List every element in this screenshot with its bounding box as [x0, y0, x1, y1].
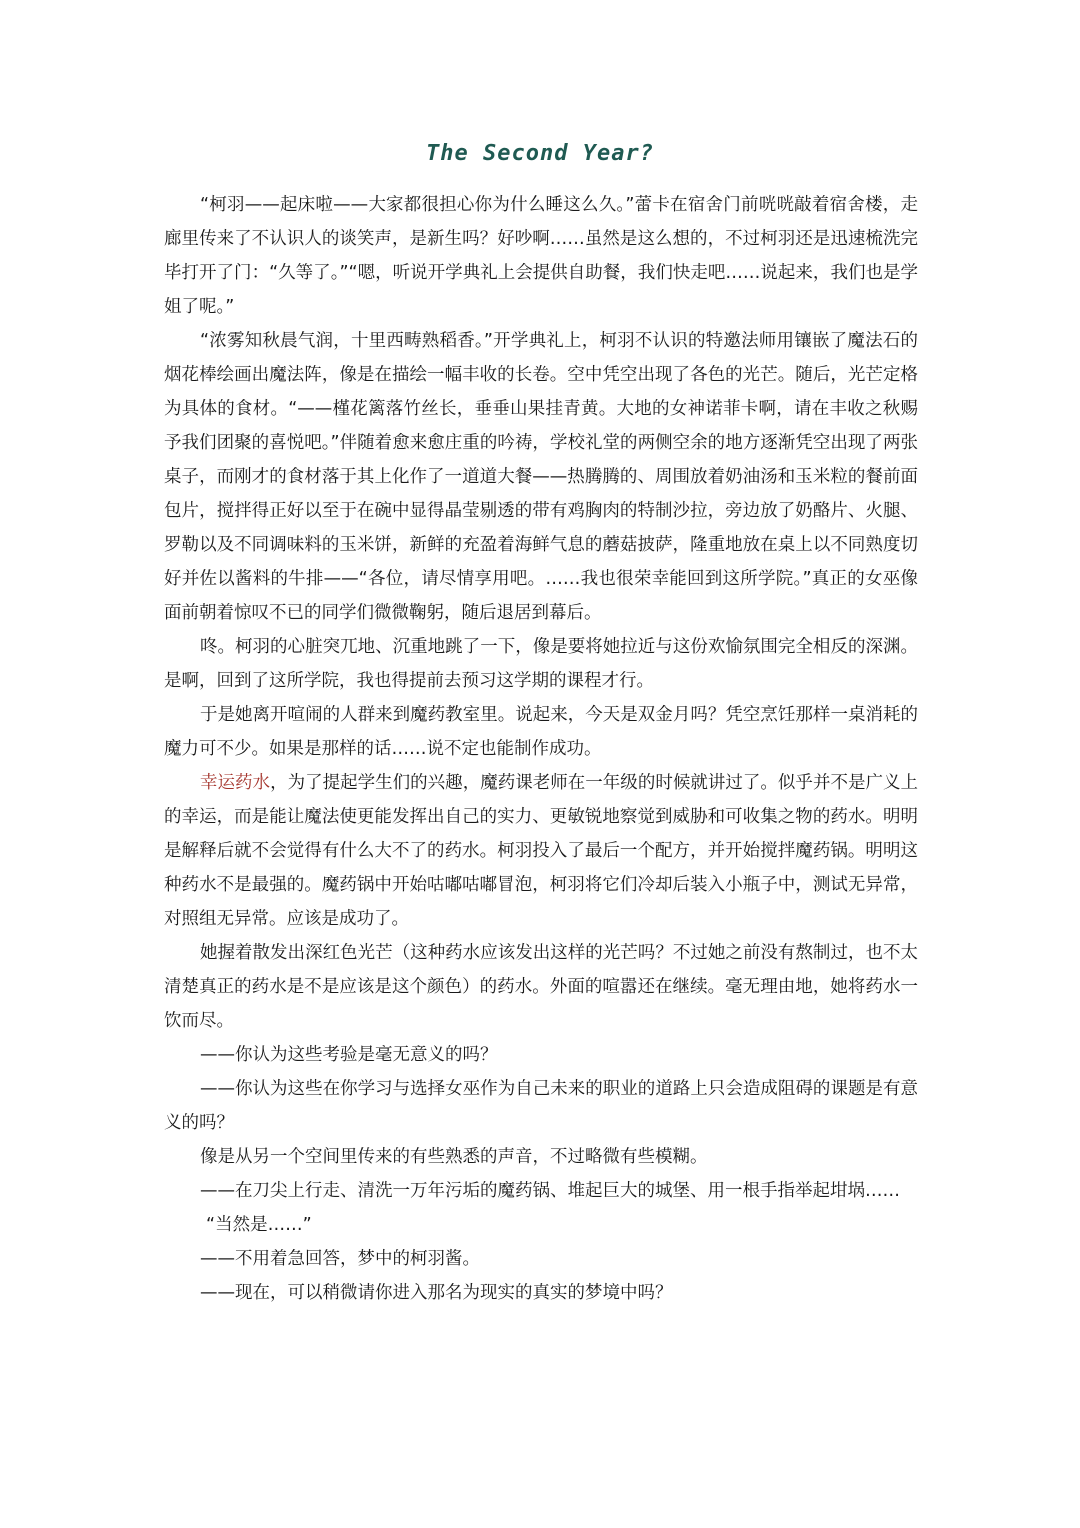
paragraph-3-text: 咚。柯羽的心脏突兀地、沉重地跳了一下，像是要将她拉近与这份欢愉氛围完全相反的深渊。是啊，回到了这所学院，我也得提前去预习这学期的课程才行。	[164, 637, 918, 691]
paragraph-1	[164, 188, 918, 324]
paragraph-6	[164, 936, 918, 1038]
paragraph-6-text: 她握着散发出深红色光芒（这种药水应该发出这样的光芒吗？不过她之前没有熬制过，也不太清楚真正的药水是不是应该是这个颜色）的药水。外面的喧嚣还在继续。毫无理由地，她将药水一饮而尽。	[164, 943, 918, 1031]
highlighted-term: 幸运药水	[200, 773, 271, 793]
paragraph-5-text: ，为了提起学生们的兴趣，魔药课老师在一年级的时候就讲过了。似乎并不是广义上的幸运，而是能让魔法使更能发挥出自己的实力、更敏锐地察觉到威胁和可收集之物的药水。明明是解释后就不会觉得有什么大不了的药水。柯羽投入了最后一个配方，并开始搅拌魔药锅。明明这种药水不是最强的。魔药锅中开始咕嘟咕嘟冒泡，柯羽将它们冷却后装入小瓶子中，测试无异常，对照组无异常。应该是成功了。	[164, 773, 919, 929]
paragraph-9-text: 像是从另一个空间里传来的有些熟悉的声音，不过略微有些模糊。	[200, 1147, 708, 1167]
paragraph-7-text: ——你认为这些考验是毫无意义的吗？	[200, 1045, 498, 1065]
paragraph-9	[164, 1140, 918, 1174]
paragraph-13	[164, 1276, 918, 1310]
document-body	[164, 188, 918, 1310]
paragraph-8-text: ——你认为这些在你学习与选择女巫作为自己未来的职业的道路上只会造成阻碍的课题是有意义的吗？	[164, 1079, 918, 1133]
paragraph-10	[164, 1174, 918, 1208]
paragraph-12	[164, 1242, 918, 1276]
paragraph-5	[164, 766, 918, 936]
paragraph-1-text: “柯羽——起床啦——大家都很担心你为什么睡这么久。”蕾卡在宿舍门前咣咣敲着宿舍楼，走廊里传来了不认识人的谈笑声，是新生吗？好吵啊……虽然是这么想的，不过柯羽还是迅速梳洗完毕打开了门：“久等了。”“嗯，听说开学典礼上会提供自助餐，我们快走吧……说起来，我们也是学姐了呢。”	[164, 195, 918, 317]
paragraph-2	[164, 324, 918, 630]
paragraph-4-text: 于是她离开喧闹的人群来到魔药教室里。说起来，今天是双金月吗？凭空烹饪那样一桌消耗的魔力可不少。如果是那样的话……说不定也能制作成功。	[164, 705, 918, 759]
paragraph-8	[164, 1072, 918, 1140]
paragraph-3	[164, 630, 918, 698]
paragraph-11	[164, 1208, 918, 1242]
paragraph-2-text: “浓雾知秋晨气润，十里西畴熟稻香。”开学典礼上，柯羽不认识的特邀法师用镶嵌了魔法石的烟花棒绘画出魔法阵，像是在描绘一幅丰收的长卷。空中凭空出现了各色的光芒。随后，光芒定格为具体的食材。“——槿花篱落竹丝长，垂垂山果挂青黄。大地的女神诺菲卡啊，请在丰收之秋赐予我们团聚的喜悦吧。”伴随着愈来愈庄重的吟祷，学校礼堂的两侧空余的地方逐渐凭空出现了两张桌子，而刚才的食材落于其上化作了一道道大餐——热腾腾的、周围放着奶油汤和玉米粒的餐前面包片，搅拌得正好以至于在碗中显得晶莹剔透的带有鸡胸肉的特制沙拉，旁边放了奶酪片、火腿、罗勒以及不同调味料的玉米饼，新鲜的充盈着海鲜气息的蘑菇披萨，隆重地放在桌上以不同熟度切好并佐以酱料的牛排——“各位，请尽情享用吧。……我也很荣幸能回到这所学院。”真正的女巫像面前朝着惊叹不已的同学们微微鞠躬，随后退居到幕后。	[164, 331, 918, 623]
paragraph-7	[164, 1038, 918, 1072]
paragraph-12-text: ——不用着急回答，梦中的柯羽酱。	[200, 1249, 480, 1269]
paragraph-4	[164, 698, 918, 766]
paragraph-11-text: “当然是……”	[206, 1215, 312, 1235]
paragraph-10-text: ——在刀尖上行走、清洗一万年污垢的魔药锅、堆起巨大的城堡、用一根手指举起坩埚……	[200, 1181, 900, 1201]
document-title: The Second Year?	[426, 141, 654, 166]
paragraph-13-text: ——现在，可以稍微请你进入那名为现实的真实的梦境中吗？	[200, 1283, 673, 1303]
